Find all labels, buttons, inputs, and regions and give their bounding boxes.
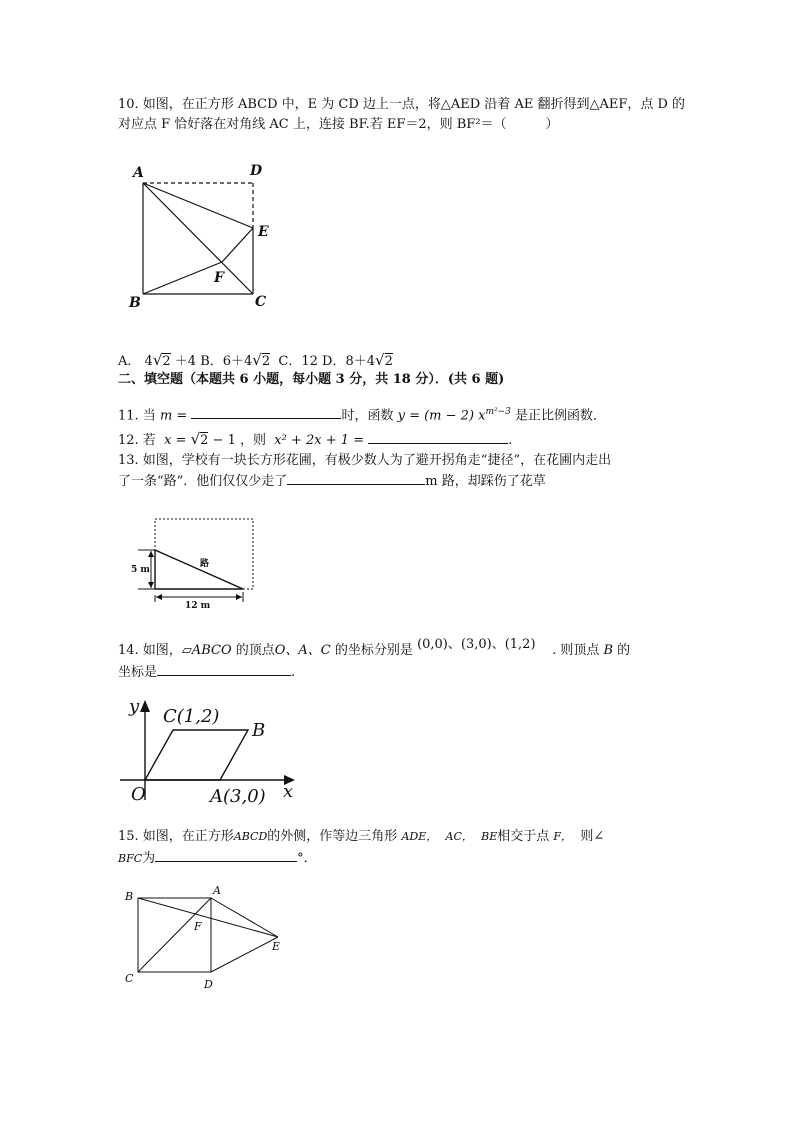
q14-mid3: . 则顶点 [552, 643, 600, 658]
q11-var-m: m = [159, 408, 188, 424]
q14-prefix: 14. 如图， [118, 643, 182, 658]
option-a-tail: ＋4 B．6＋4 [174, 354, 253, 369]
sqrt-symbol-icon: √ [190, 430, 201, 448]
q10-line2: 对应点 F 恰好落在对角线 AC 上，连接 BF.若 EF＝2，则 BF²＝（ ） [118, 117, 559, 132]
q12-prefix: 12. 若 [118, 433, 156, 448]
q14-axis-x: x [283, 781, 294, 802]
q13-line2-b: m 路，却踩伤了花草 [425, 474, 546, 489]
option-b-radicand: 2 [261, 354, 271, 369]
q10-label-a: A [133, 165, 144, 181]
q12-line: 12. 若 x = √2 − 1 ，则 x² + 2x + 1 = . [118, 430, 513, 448]
q15-line1-b: 的外侧，作等边三角形 [267, 829, 398, 844]
q14-point-b: B [603, 643, 614, 658]
q10-label-b: B [129, 295, 141, 311]
q15-bfc: BFC [118, 852, 143, 865]
q14-pts: O、A、C [274, 643, 331, 658]
q12-then: ，则 [240, 433, 267, 448]
q14-label-o: O [131, 784, 146, 805]
q14-shape: ▱ABCO [181, 643, 232, 658]
q14-label-b: B [252, 720, 266, 741]
q15-label-a: A [213, 884, 221, 897]
q11-exponent: m²−3 [485, 407, 511, 417]
q15-label-d: D [204, 978, 213, 991]
sqrt-symbol-icon: √ [252, 351, 262, 369]
sqrt-symbol-icon: √ [152, 351, 163, 369]
q11-suffix: 是正比例函数． [515, 408, 607, 424]
q14-mid4: 的 [617, 643, 631, 658]
option-a-coef: 4 [144, 354, 153, 369]
q12-cond-radicand: 2 [200, 433, 209, 448]
q15-line1-a: 15. 如图，在正方形 [118, 829, 234, 844]
q15-line2-b: 为 [142, 851, 156, 866]
q14-coords: (0,0)、(3,0)、(1,2) [417, 637, 536, 652]
q15-line1-c: 相交于点 [497, 829, 550, 844]
sqrt-symbol-icon: √ [375, 351, 385, 369]
q10-label-d: D [250, 163, 263, 179]
q15-be: BE [481, 830, 498, 843]
q10-label-e: E [258, 224, 269, 240]
q14-mid2: 的坐标分别是 [334, 643, 413, 658]
q15-label-f: F [194, 920, 202, 933]
q14-axis-y: y [129, 696, 140, 717]
q14-line2-label: 坐标是 [118, 665, 158, 680]
option-a-radicand: 2 [162, 354, 171, 369]
q15-label-c: C [125, 972, 134, 985]
q12-expr: x² + 2x + 1 [274, 433, 350, 448]
q11-func: y = (m − 2) x [397, 408, 486, 424]
q15-line1-d: 则∠ [580, 829, 605, 844]
q13-line2-a: 了一条“路”．他们仅仅少走了 [118, 474, 288, 489]
q13-path-label: 路 [200, 559, 210, 569]
q10-label-f: F [214, 270, 224, 286]
q12-cond-lhs: x = [164, 433, 191, 448]
q12-eq: = [353, 433, 365, 448]
q15-ade: ADE， [401, 830, 438, 843]
q15-line2-c: °． [297, 851, 317, 866]
option-c-d: C．12 D．8＋4 [278, 354, 375, 369]
option-d-radicand: 2 [384, 354, 393, 369]
q10-label-c: C [255, 294, 267, 310]
q10-line1: 10. 如图，在正方形 ABCD 中，E 为 CD 边上一点，将△AED 沿着 AE 翻折得到△AEF，点 D 的 [118, 97, 686, 112]
q14-end: . [291, 665, 296, 680]
q14-label-a: A(3,0) [210, 786, 266, 807]
q15-label-e: E [272, 940, 281, 953]
q13-line1: 13. 如图，学校有一块长方形花圃，有极少数人为了避开拐角走“捷径”，在花圃内走出 [118, 453, 612, 468]
q14-mid1: 的顶点 [235, 643, 275, 658]
q13-width-label: 12 m [185, 601, 211, 611]
q11-prefix: 11. 当 [118, 408, 156, 424]
q14-label-c: C(1,2) [163, 706, 220, 727]
q15-f: F， [553, 830, 573, 843]
q15-ac: AC， [445, 830, 473, 843]
q12-cond-tail: − 1 [208, 433, 236, 448]
section2-heading: 二、填空题（本题共 6 小题，每小题 3 分，共 18 分）．(共 6 题) [118, 372, 505, 387]
q15-abcd: ABCD [233, 830, 268, 843]
q15-label-b: B [125, 890, 134, 903]
option-a-prefix: A． [118, 354, 141, 369]
q11-mid: 时，函数 [341, 408, 394, 424]
q13-height-label: 5 m [131, 565, 150, 575]
